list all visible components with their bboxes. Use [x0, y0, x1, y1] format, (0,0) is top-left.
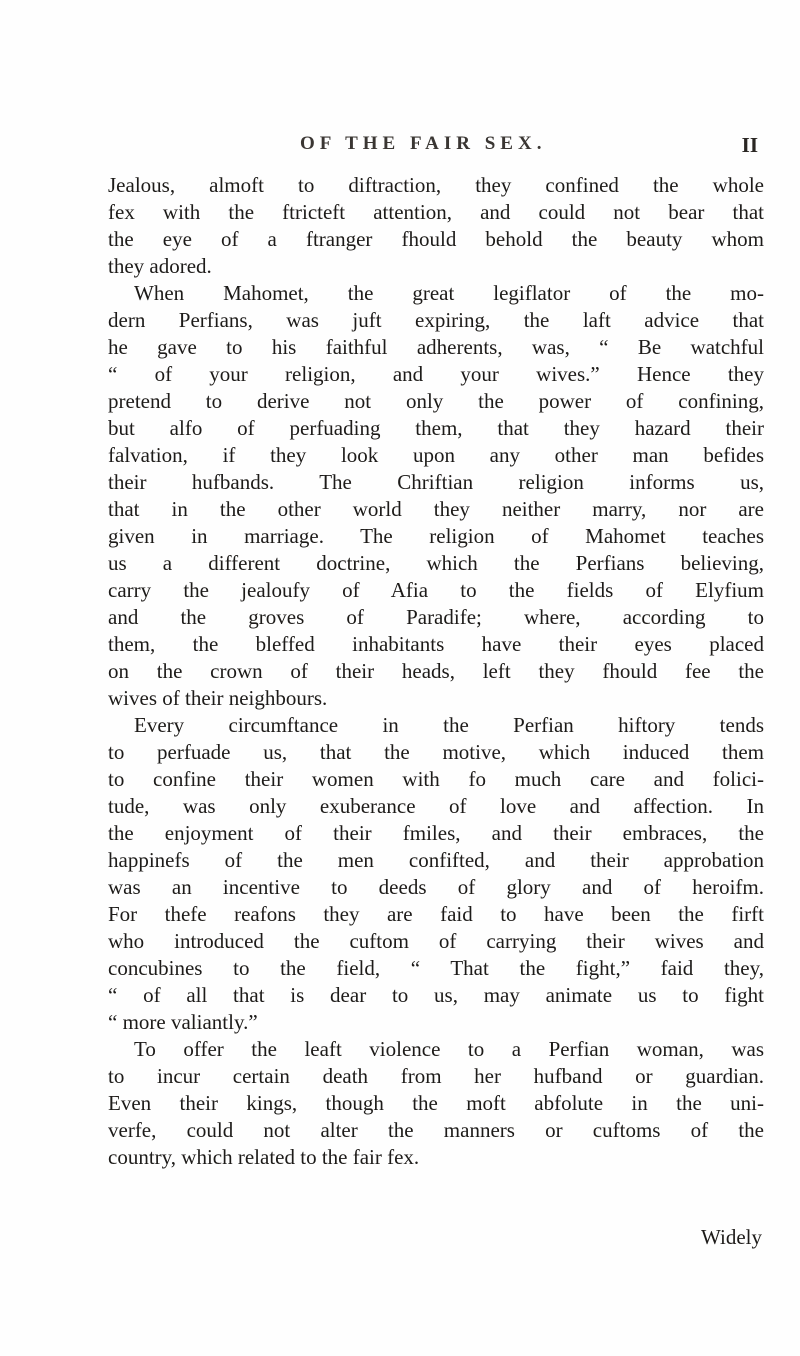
catchword: Widely [701, 1225, 762, 1249]
text-line: Jealous, almoft to diftraction, they confined the whole [108, 173, 764, 197]
text-line: “ of all that is dear to us, may animate us to fight [108, 983, 764, 1007]
text-line: but alfo of perfuading them, that they hazard their [108, 416, 764, 440]
text-line: to perfuade us, that the motive, which induced them [108, 740, 764, 764]
text-line: on the crown of their heads, left they fhould fee the [108, 659, 764, 683]
text-line: and the groves of Paradife; where, according to [108, 605, 764, 629]
running-head [0, 133, 800, 169]
body-text [108, 172, 764, 1171]
text-line: Every circumftance in the Perfian hiftory tends [134, 713, 764, 737]
text-line: the enjoyment of their fmiles, and their embraces, the [108, 821, 764, 845]
text-line: country, which related to the fair fex. [108, 1145, 420, 1169]
text-line: For thefe reafons they are faid to have been the firft [108, 902, 764, 926]
text-line: “ of your religion, and your wives.” Hence they [108, 362, 764, 386]
text-line: To offer the leaft violence to a Perfian woman, was [134, 1037, 764, 1061]
text-line: carry the jealoufy of Afia to the fields of Elyfium [108, 578, 764, 602]
page-number: II [741, 133, 758, 157]
text-line: given in marriage. The religion of Mahomet teaches [108, 524, 764, 548]
text-line: dern Perfians, was juft expiring, the laft advice that [108, 308, 764, 332]
text-line: who introduced the cuftom of carrying their wives and [108, 929, 764, 953]
text-line: them, the bleffed inhabitants have their eyes placed [108, 632, 764, 656]
text-line: “ more valiantly.” [108, 1010, 258, 1034]
text-line: wives of their neighbours. [108, 686, 328, 710]
text-line: fex with the ftricteft attention, and could not bear that [108, 200, 764, 224]
text-line: tude, was only exuberance of love and affection. In [108, 794, 764, 818]
text-line: was an incentive to deeds of glory and of heroifm. [108, 875, 764, 899]
text-line: concubines to the field, “ That the fight,” faid they, [108, 956, 764, 980]
text-line: happinefs of the men confifted, and their approbation [108, 848, 764, 872]
text-line: to confine their women with fo much care and folici- [108, 767, 764, 791]
text-line: falvation, if they look upon any other man befides [108, 443, 764, 467]
text-line: Even their kings, though the moft abfolute in the uni- [108, 1091, 764, 1115]
text-line: When Mahomet, the great legiflator of the mo- [134, 281, 764, 305]
text-line: to incur certain death from her hufband or guardian. [108, 1064, 764, 1088]
text-line: their hufbands. The Chriftian religion informs us, [108, 470, 764, 494]
text-line: verfe, could not alter the manners or cuftoms of the [108, 1118, 764, 1142]
text-line: that in the other world they neither marry, nor are [108, 497, 764, 521]
text-line: they adored. [108, 254, 212, 278]
text-line: pretend to derive not only the power of confining, [108, 389, 764, 413]
running-title: OF THE FAIR SEX. [300, 133, 547, 154]
text-line: the eye of a ftranger fhould behold the beauty whom [108, 227, 764, 251]
text-line: us a different doctrine, which the Perfians believing, [108, 551, 764, 575]
text-line: he gave to his faithful adherents, was, “ Be watchful [108, 335, 764, 359]
